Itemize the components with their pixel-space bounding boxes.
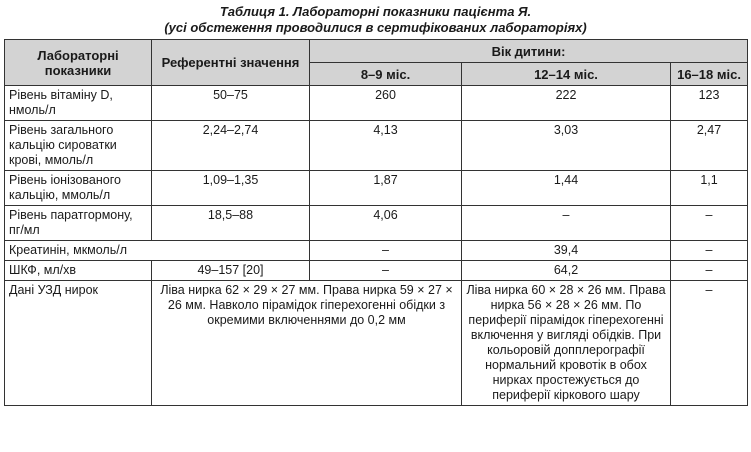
table-row (5, 241, 748, 261)
lab-results-table (4, 39, 748, 406)
value-12-14: 64,2 (462, 261, 671, 281)
value-16-18: 123 (671, 86, 748, 121)
reference-value: 1,09–1,35 (152, 171, 310, 206)
table-row (5, 171, 748, 206)
row-label: Креатинін, мкмоль/л (5, 241, 310, 261)
row-label: Рівень вітаміну D, нмоль/л (5, 86, 152, 121)
value-12-14: 222 (462, 86, 671, 121)
table-row (5, 261, 748, 281)
table-row (5, 86, 748, 121)
value-16-18: 2,47 (671, 121, 748, 171)
value-8-9: 4,06 (310, 206, 462, 241)
value-12-14: 3,03 (462, 121, 671, 171)
row-label: Рівень іонізованого кальцію, ммоль/л (5, 171, 152, 206)
header-reference: Референтні значення (152, 40, 310, 86)
value-8-9: 1,87 (310, 171, 462, 206)
header-age: Вік дитини: (310, 40, 748, 63)
value-12-14: 39,4 (462, 241, 671, 261)
value-12-14: 1,44 (462, 171, 671, 206)
table-caption (0, 4, 751, 36)
row-label: Дані УЗД нирок (5, 281, 152, 406)
table-row-uzd (5, 281, 748, 406)
header-age-12-14: 12–14 міс. (462, 63, 671, 86)
value-16-18: – (671, 241, 748, 261)
caption-subtitle: (усі обстеження проводилися в сертифікованих лабораторіях) (164, 20, 587, 35)
value-16-18: 1,1 (671, 171, 748, 206)
row-label: Рівень паратгормону, пг/мл (5, 206, 152, 241)
table-row (5, 206, 748, 241)
value-8-9: – (310, 261, 462, 281)
header-age-16-18: 16–18 міс. (671, 63, 748, 86)
value-8-9: – (310, 241, 462, 261)
value-16-18: – (671, 206, 748, 241)
row-label: Рівень загального кальцію сироватки крові, ммоль/л (5, 121, 152, 171)
caption-title: Таблиця 1. Лабораторні показники пацієнта Я. (219, 4, 532, 19)
header-age-8-9: 8–9 міс. (310, 63, 462, 86)
uzd-value-12-14: Ліва нирка 60 × 28 × 26 мм. Права нирка 56 × 28 × 26 мм. По периферії пірамідок гіперехогенні включення у вигляді обідків. При кольоровій допплерографії нормальний кровотік в обох нирках простежується до периферії кіркового шару (462, 281, 671, 406)
reference-value: 50–75 (152, 86, 310, 121)
uzd-value-16-18: – (671, 281, 748, 406)
reference-value: 18,5–88 (152, 206, 310, 241)
uzd-value-merged: Ліва нирка 62 × 29 × 27 мм. Права нирка 59 × 27 × 26 мм. Навколо пірамідок гіперехогенні обідки з окремими включеннями до 0,2 мм (152, 281, 462, 406)
reference-value: 49–157 [20] (152, 261, 310, 281)
value-12-14: – (462, 206, 671, 241)
header-indicator: Лабораторні показники (5, 40, 152, 86)
value-8-9: 260 (310, 86, 462, 121)
header-row (5, 40, 748, 63)
reference-value: 2,24–2,74 (152, 121, 310, 171)
table-row (5, 121, 748, 171)
value-16-18: – (671, 261, 748, 281)
row-label: ШКФ, мл/хв (5, 261, 152, 281)
value-8-9: 4,13 (310, 121, 462, 171)
